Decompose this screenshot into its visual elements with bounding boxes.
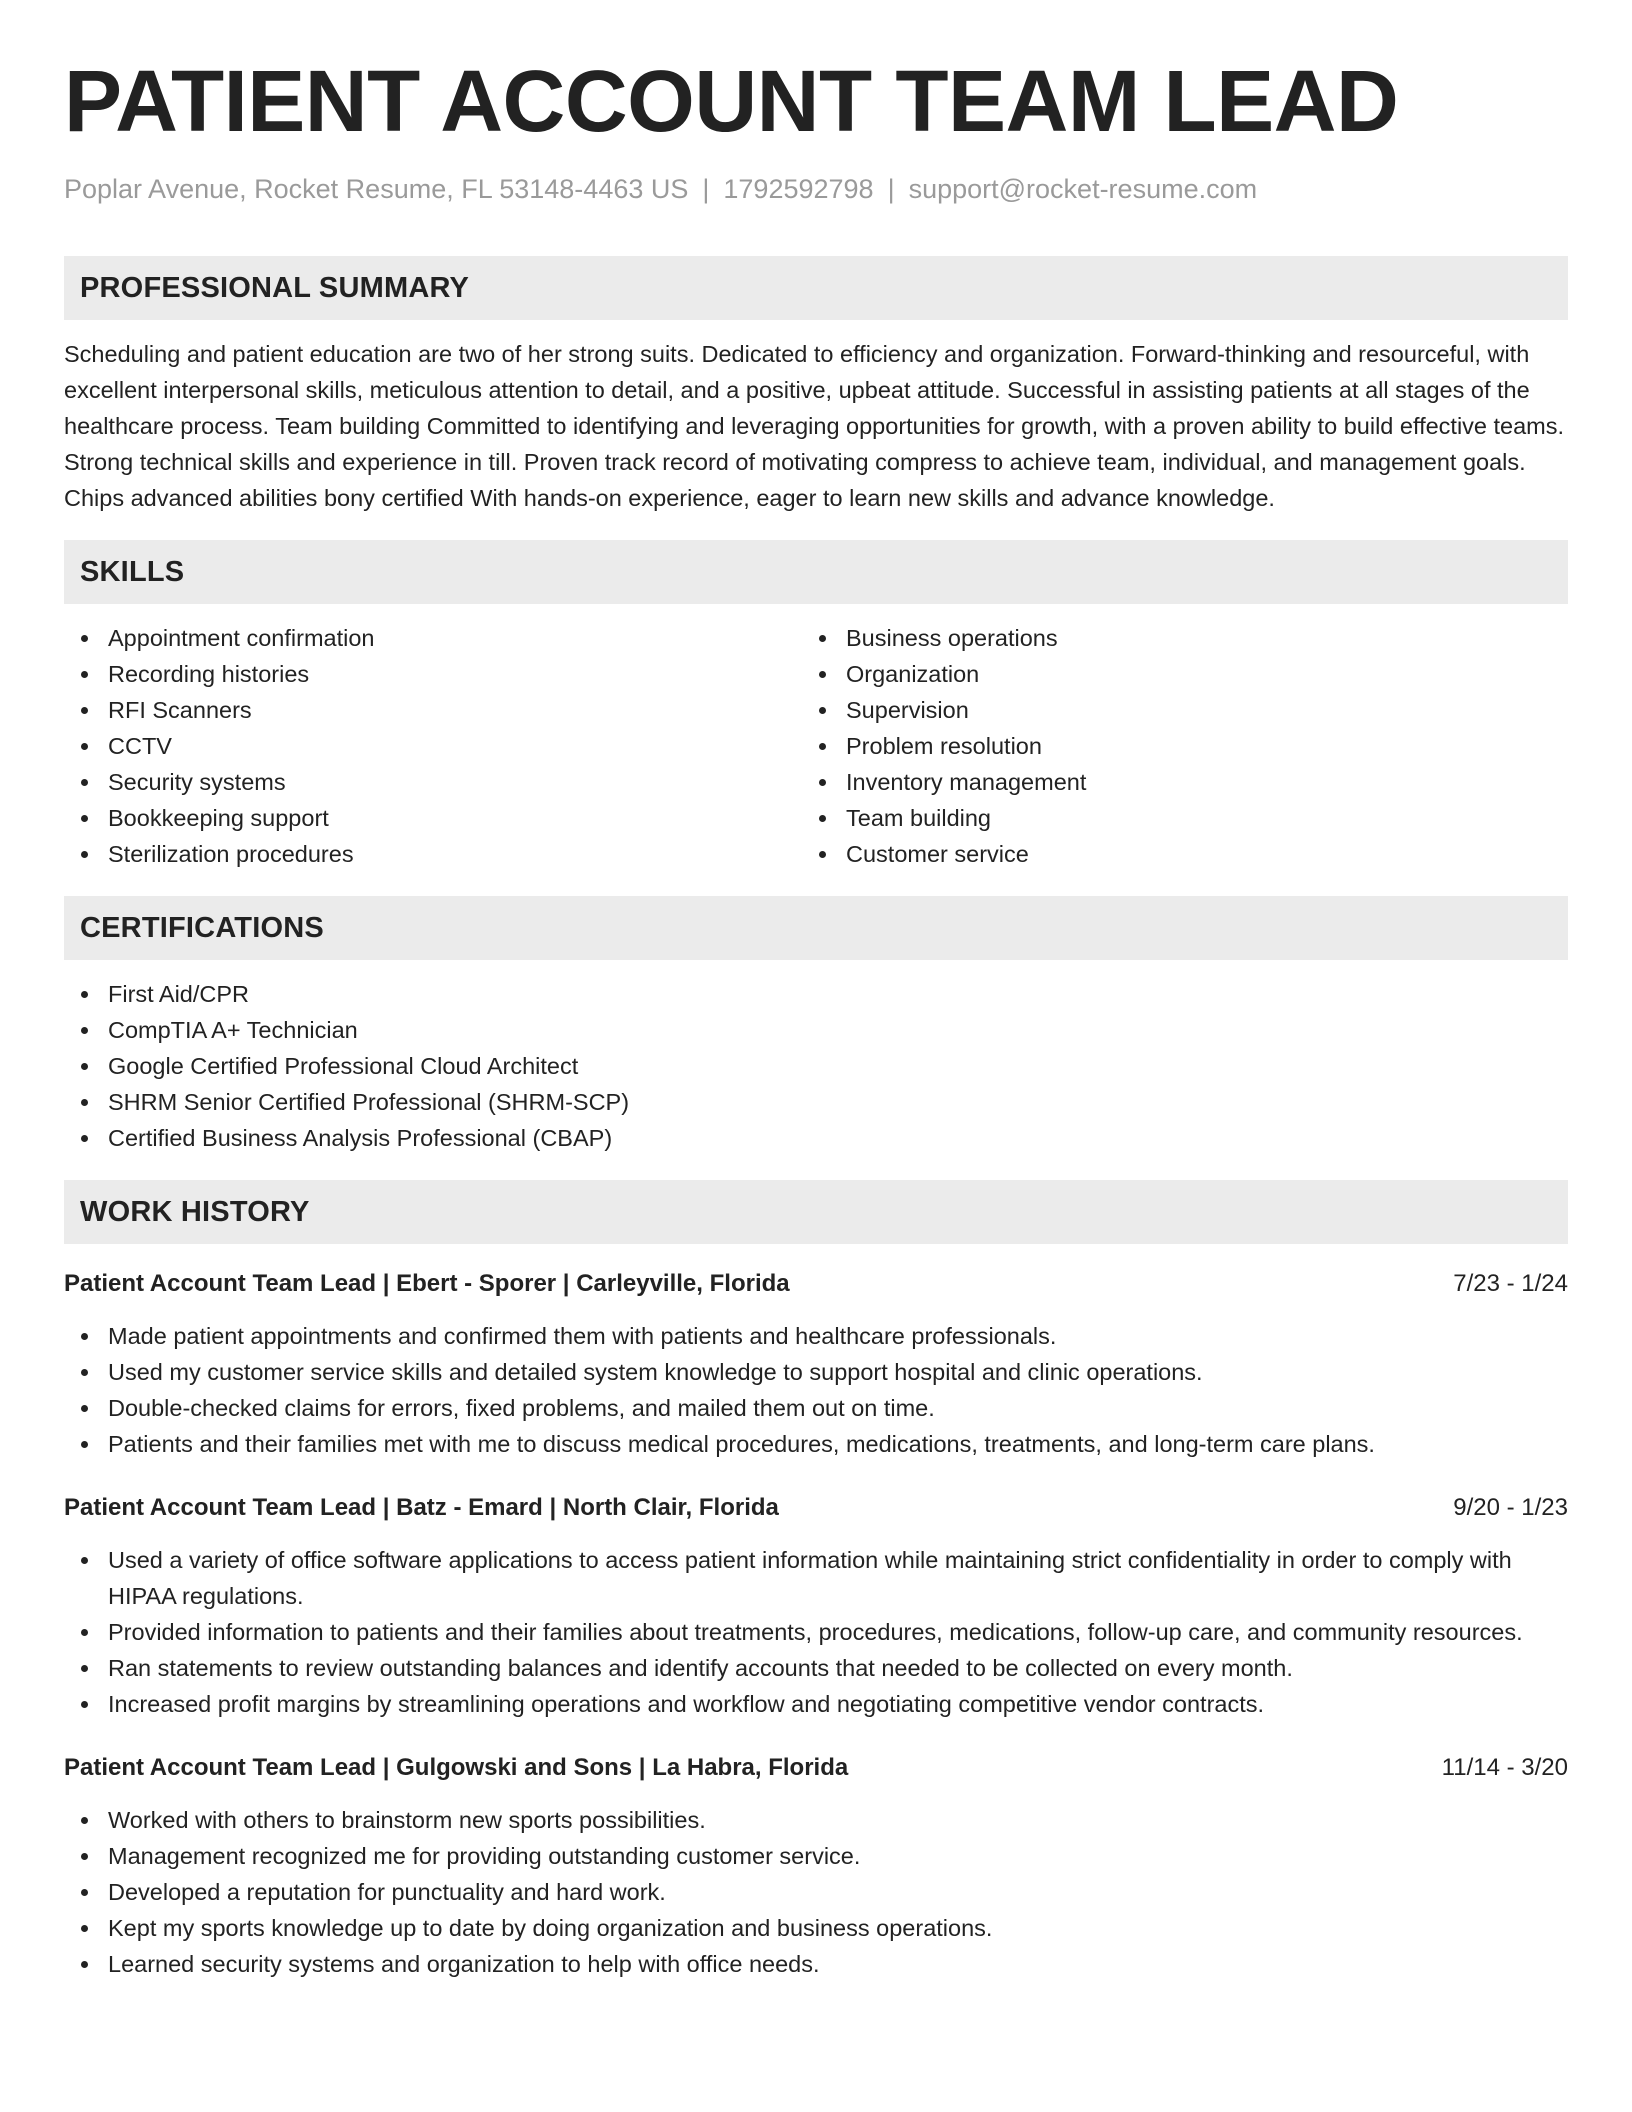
skill-item: Customer service xyxy=(802,836,1086,872)
job-duties-list xyxy=(64,1318,1568,1462)
certification-item: CompTIA A+ Technician xyxy=(64,1012,1568,1048)
contact-phone: 1792592798 xyxy=(723,174,874,204)
skill-item: CCTV xyxy=(64,728,802,764)
job-heading: Patient Account Team Lead | Ebert - Sporer | Carleyville, Florida xyxy=(64,1270,790,1297)
skills-list xyxy=(64,620,1568,872)
job-header xyxy=(64,1266,1568,1302)
contact-separator: | xyxy=(887,174,895,204)
skill-item: Sterilization procedures xyxy=(64,836,802,872)
skills-section-heading: SKILLS xyxy=(64,540,1568,604)
skill-item: Business operations xyxy=(802,620,1086,656)
skills-column-left xyxy=(64,620,802,872)
skill-item: Inventory management xyxy=(802,764,1086,800)
job-duty-item: Learned security systems and organization to help with office needs. xyxy=(64,1946,1568,1982)
skill-item: RFI Scanners xyxy=(64,692,802,728)
certifications-list xyxy=(64,976,1568,1156)
job-entry xyxy=(64,1750,1568,1982)
job-duty-item: Management recognized me for providing outstanding customer service. xyxy=(64,1838,1568,1874)
job-duty-item: Increased profit margins by streamlining operations and workflow and negotiating competitive vendor contracts. xyxy=(64,1686,1568,1722)
skill-item: Supervision xyxy=(802,692,1086,728)
work-history-section-heading: WORK HISTORY xyxy=(64,1180,1568,1244)
certification-item: First Aid/CPR xyxy=(64,976,1568,1012)
contact-line xyxy=(64,172,1568,206)
job-duty-item: Worked with others to brainstorm new sports possibilities. xyxy=(64,1802,1568,1838)
job-duty-item: Provided information to patients and their families about treatments, procedures, medications, follow-up care, and community resources. xyxy=(64,1614,1568,1650)
job-duty-item: Used my customer service skills and detailed system knowledge to support hospital and clinic operations. xyxy=(64,1354,1568,1390)
job-duty-item: Developed a reputation for punctuality and hard work. xyxy=(64,1874,1568,1910)
job-duties-list xyxy=(64,1802,1568,1982)
contact-email: support@rocket-resume.com xyxy=(908,174,1258,204)
contact-address: Poplar Avenue, Rocket Resume, FL 53148-4463 US xyxy=(64,174,689,204)
job-dates: 7/23 - 1/24 xyxy=(1453,1270,1568,1297)
certifications-section-heading: CERTIFICATIONS xyxy=(64,896,1568,960)
certification-item: SHRM Senior Certified Professional (SHRM-SCP) xyxy=(64,1084,1568,1120)
skill-item: Recording histories xyxy=(64,656,802,692)
summary-text: Scheduling and patient education are two of her strong suits. Dedicated to efficiency and organization. Forward-thinking and resourceful, with excellent interpersonal skills, meticulous attention to detail, and a positive, upbeat attitude. Successful in assisting patients at all stages of the healthcare process. Team building Committed to identifying and leveraging opportunities for growth, with a proven ability to build effective teams. Strong technical skills and experience in till. Proven track record of motivating compress to achieve team, individual, and management goals. Chips advanced abilities bony certified With hands-on experience, eager to learn new skills and advance knowledge. xyxy=(64,341,1565,511)
job-duty-item: Patients and their families met with me to discuss medical procedures, medications, treatments, and long-term care plans. xyxy=(64,1426,1568,1462)
job-duty-item: Ran statements to review outstanding balances and identify accounts that needed to be collected on every month. xyxy=(64,1650,1568,1686)
job-duty-item: Used a variety of office software applications to access patient information while maintaining strict confidentiality in order to comply with HIPAA regulations. xyxy=(64,1542,1568,1614)
skill-item: Appointment confirmation xyxy=(64,620,802,656)
job-entry xyxy=(64,1490,1568,1722)
certification-item: Certified Business Analysis Professional (CBAP) xyxy=(64,1120,1568,1156)
contact-separator: | xyxy=(702,174,710,204)
skill-item: Organization xyxy=(802,656,1086,692)
job-heading: Patient Account Team Lead | Batz - Emard | North Clair, Florida xyxy=(64,1494,779,1521)
job-duty-item: Double-checked claims for errors, fixed problems, and mailed them out on time. xyxy=(64,1390,1568,1426)
job-header xyxy=(64,1750,1568,1786)
skill-item: Bookkeeping support xyxy=(64,800,802,836)
job-duty-item: Made patient appointments and confirmed them with patients and healthcare professionals. xyxy=(64,1318,1568,1354)
job-heading: Patient Account Team Lead | Gulgowski and Sons | La Habra, Florida xyxy=(64,1754,849,1781)
candidate-name: PATIENT ACCOUNT TEAM LEAD xyxy=(64,53,1399,150)
job-dates: 9/20 - 1/23 xyxy=(1453,1494,1568,1521)
job-duties-list xyxy=(64,1542,1568,1722)
job-header xyxy=(64,1490,1568,1526)
skill-item: Team building xyxy=(802,800,1086,836)
summary-section-heading: PROFESSIONAL SUMMARY xyxy=(64,256,1568,320)
job-dates: 11/14 - 3/20 xyxy=(1441,1754,1568,1781)
skill-item: Security systems xyxy=(64,764,802,800)
certification-item: Google Certified Professional Cloud Architect xyxy=(64,1048,1568,1084)
job-entry xyxy=(64,1266,1568,1462)
skills-column-right xyxy=(802,620,1086,872)
job-duty-item: Kept my sports knowledge up to date by doing organization and business operations. xyxy=(64,1910,1568,1946)
skill-item: Problem resolution xyxy=(802,728,1086,764)
